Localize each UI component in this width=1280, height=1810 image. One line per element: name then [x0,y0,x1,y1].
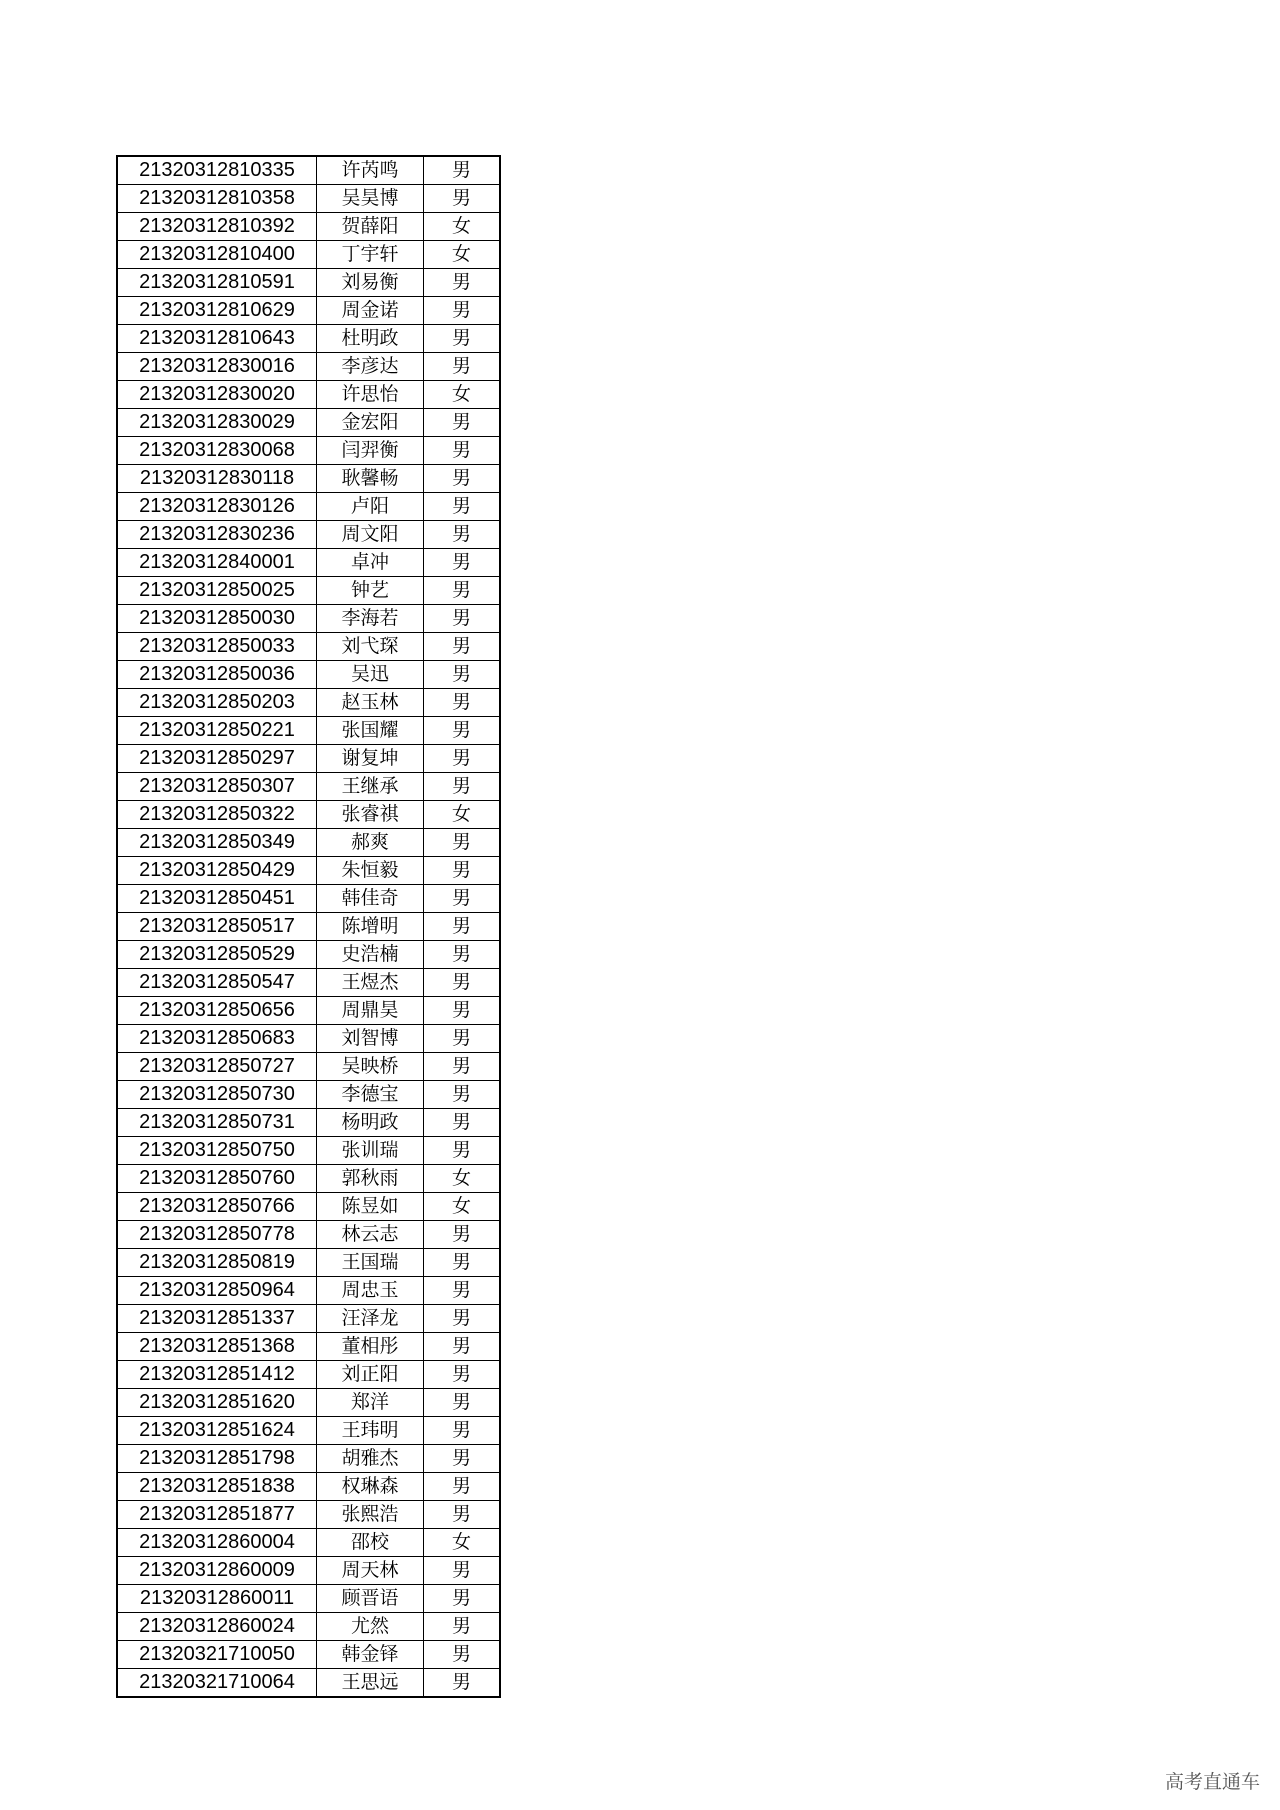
student-gender-cell: 男 [424,577,501,605]
student-id-cell: 21320312850322 [117,801,317,829]
student-id-cell: 21320312850964 [117,1277,317,1305]
student-gender-cell: 男 [424,857,501,885]
student-id-cell: 21320312810392 [117,213,317,241]
student-name-cell: 丁宇轩 [317,241,424,269]
student-name-cell: 谢复坤 [317,745,424,773]
table-row [117,1221,500,1249]
student-id-cell: 21320312830126 [117,493,317,521]
student-id-cell: 21320312851877 [117,1501,317,1529]
student-gender-cell: 男 [424,969,501,997]
table-row [117,297,500,325]
student-gender-cell: 男 [424,661,501,689]
student-gender-cell: 男 [424,885,501,913]
student-id-cell: 21320312810629 [117,297,317,325]
roster-table-body [117,156,500,1697]
student-gender-cell: 男 [424,269,501,297]
student-name-cell: 史浩楠 [317,941,424,969]
student-id-cell: 21320312850766 [117,1193,317,1221]
table-row [117,1613,500,1641]
watermark-text: 高考直通车 [1164,1771,1260,1793]
student-name-cell: 陈增明 [317,913,424,941]
table-row [117,465,500,493]
student-id-cell: 21320312830236 [117,521,317,549]
student-name-cell: 胡雅杰 [317,1445,424,1473]
student-gender-cell: 男 [424,717,501,745]
student-name-cell: 韩金铎 [317,1641,424,1669]
student-gender-cell: 男 [424,437,501,465]
student-id-cell: 21320312850221 [117,717,317,745]
student-name-cell: 朱恒毅 [317,857,424,885]
student-gender-cell: 男 [424,913,501,941]
table-row [117,1053,500,1081]
student-gender-cell: 女 [424,1165,501,1193]
student-id-cell: 21320312810335 [117,156,317,185]
student-name-cell: 周文阳 [317,521,424,549]
table-row [117,633,500,661]
student-id-cell: 21320312850760 [117,1165,317,1193]
student-gender-cell: 男 [424,1081,501,1109]
table-row [117,1137,500,1165]
table-row [117,1081,500,1109]
table-row [117,829,500,857]
student-id-cell: 21320312850750 [117,1137,317,1165]
student-name-cell: 刘易衡 [317,269,424,297]
student-name-cell: 卓冲 [317,549,424,577]
student-name-cell: 钟艺 [317,577,424,605]
table-row [117,1473,500,1501]
student-gender-cell: 男 [424,1389,501,1417]
student-id-cell: 21320312850731 [117,1109,317,1137]
student-id-cell: 21320312850517 [117,913,317,941]
student-gender-cell: 男 [424,997,501,1025]
student-gender-cell: 女 [424,1529,501,1557]
student-gender-cell: 男 [424,829,501,857]
student-name-cell: 杨明政 [317,1109,424,1137]
student-name-cell: 郭秋雨 [317,1165,424,1193]
student-id-cell: 21320312850203 [117,689,317,717]
student-gender-cell: 女 [424,241,501,269]
student-gender-cell: 男 [424,549,501,577]
student-name-cell: 权琳森 [317,1473,424,1501]
table-row [117,521,500,549]
student-id-cell: 21320312850036 [117,661,317,689]
student-id-cell: 21320312851412 [117,1361,317,1389]
student-id-cell: 21320312850727 [117,1053,317,1081]
table-row [117,269,500,297]
student-name-cell: 王煜杰 [317,969,424,997]
student-gender-cell: 男 [424,1249,501,1277]
table-row [117,1249,500,1277]
student-name-cell: 周金诺 [317,297,424,325]
table-row [117,437,500,465]
student-roster-table [116,155,501,1698]
student-gender-cell: 男 [424,1669,501,1698]
student-id-cell: 21320312850025 [117,577,317,605]
student-gender-cell: 男 [424,1109,501,1137]
student-id-cell: 21320321710064 [117,1669,317,1698]
student-id-cell: 21320312850778 [117,1221,317,1249]
student-name-cell: 张睿祺 [317,801,424,829]
student-gender-cell: 男 [424,156,501,185]
student-id-cell: 21320312810358 [117,185,317,213]
student-name-cell: 吴昊博 [317,185,424,213]
student-gender-cell: 男 [424,325,501,353]
student-gender-cell: 男 [424,1053,501,1081]
student-gender-cell: 男 [424,1305,501,1333]
student-id-cell: 21320312860011 [117,1585,317,1613]
table-row [117,1641,500,1669]
table-row [117,213,500,241]
table-row [117,773,500,801]
student-id-cell: 21320312810643 [117,325,317,353]
student-gender-cell: 男 [424,1473,501,1501]
table-row [117,1305,500,1333]
student-name-cell: 郝爽 [317,829,424,857]
table-row [117,381,500,409]
student-id-cell: 21320312830020 [117,381,317,409]
table-row [117,1109,500,1137]
student-name-cell: 刘正阳 [317,1361,424,1389]
table-row [117,409,500,437]
student-id-cell: 21320312850683 [117,1025,317,1053]
table-row [117,1333,500,1361]
student-id-cell: 21320312850307 [117,773,317,801]
student-gender-cell: 男 [424,465,501,493]
student-gender-cell: 男 [424,1641,501,1669]
student-id-cell: 21320312830068 [117,437,317,465]
table-row [117,577,500,605]
student-id-cell: 21320312850529 [117,941,317,969]
student-gender-cell: 男 [424,633,501,661]
student-name-cell: 许芮鸣 [317,156,424,185]
table-row [117,801,500,829]
student-gender-cell: 男 [424,1613,501,1641]
table-row [117,1193,500,1221]
student-id-cell: 21320312850349 [117,829,317,857]
student-name-cell: 董相彤 [317,1333,424,1361]
table-row [117,1501,500,1529]
student-name-cell: 许思怡 [317,381,424,409]
table-row [117,1025,500,1053]
student-gender-cell: 男 [424,1277,501,1305]
table-row [117,1417,500,1445]
student-gender-cell: 男 [424,773,501,801]
student-name-cell: 张熙浩 [317,1501,424,1529]
student-id-cell: 21320312830118 [117,465,317,493]
table-row [117,1585,500,1613]
student-name-cell: 张国耀 [317,717,424,745]
student-id-cell: 21320312830016 [117,353,317,381]
table-row [117,1361,500,1389]
student-name-cell: 韩佳奇 [317,885,424,913]
student-id-cell: 21320312851798 [117,1445,317,1473]
student-name-cell: 李德宝 [317,1081,424,1109]
student-name-cell: 张训瑞 [317,1137,424,1165]
student-name-cell: 汪泽龙 [317,1305,424,1333]
table-row [117,156,500,185]
student-name-cell: 闫羿衡 [317,437,424,465]
student-name-cell: 陈昱如 [317,1193,424,1221]
student-gender-cell: 男 [424,1333,501,1361]
student-gender-cell: 男 [424,1501,501,1529]
student-id-cell: 21320312851620 [117,1389,317,1417]
student-name-cell: 王国瑞 [317,1249,424,1277]
student-id-cell: 21320312850030 [117,605,317,633]
student-gender-cell: 男 [424,1585,501,1613]
table-row [117,605,500,633]
student-name-cell: 金宏阳 [317,409,424,437]
table-row [117,745,500,773]
student-gender-cell: 男 [424,745,501,773]
student-name-cell: 贺薛阳 [317,213,424,241]
student-id-cell: 21320312860004 [117,1529,317,1557]
student-name-cell: 周鼎昊 [317,997,424,1025]
table-row [117,1529,500,1557]
student-id-cell: 21320312851838 [117,1473,317,1501]
student-id-cell: 21320312840001 [117,549,317,577]
table-row [117,353,500,381]
student-gender-cell: 男 [424,941,501,969]
student-name-cell: 卢阳 [317,493,424,521]
student-gender-cell: 女 [424,381,501,409]
table-row [117,941,500,969]
student-gender-cell: 男 [424,689,501,717]
student-name-cell: 刘弋琛 [317,633,424,661]
table-row [117,1165,500,1193]
student-gender-cell: 男 [424,1137,501,1165]
student-name-cell: 郑洋 [317,1389,424,1417]
student-name-cell: 周忠玉 [317,1277,424,1305]
student-id-cell: 21320312860024 [117,1613,317,1641]
student-gender-cell: 男 [424,1025,501,1053]
student-gender-cell: 男 [424,1417,501,1445]
student-name-cell: 林云志 [317,1221,424,1249]
student-id-cell: 21320312850547 [117,969,317,997]
table-row [117,325,500,353]
student-name-cell: 吴映桥 [317,1053,424,1081]
student-id-cell: 21320312850819 [117,1249,317,1277]
table-row [117,969,500,997]
table-row [117,885,500,913]
student-gender-cell: 女 [424,1193,501,1221]
student-gender-cell: 男 [424,353,501,381]
student-name-cell: 杜明政 [317,325,424,353]
student-gender-cell: 男 [424,493,501,521]
table-row [117,493,500,521]
table-row [117,241,500,269]
student-gender-cell: 男 [424,1361,501,1389]
table-row [117,689,500,717]
table-row [117,1389,500,1417]
student-id-cell: 21320312810591 [117,269,317,297]
student-name-cell: 耿馨畅 [317,465,424,493]
student-gender-cell: 男 [424,1221,501,1249]
student-name-cell: 刘智博 [317,1025,424,1053]
student-id-cell: 21320312860009 [117,1557,317,1585]
table-row [117,913,500,941]
student-name-cell: 顾晋语 [317,1585,424,1613]
student-id-cell: 21320312850730 [117,1081,317,1109]
student-name-cell: 王思远 [317,1669,424,1698]
student-name-cell: 邵校 [317,1529,424,1557]
student-gender-cell: 男 [424,297,501,325]
student-gender-cell: 男 [424,1445,501,1473]
student-name-cell: 李彦达 [317,353,424,381]
table-row [117,661,500,689]
student-gender-cell: 男 [424,521,501,549]
student-gender-cell: 男 [424,1557,501,1585]
student-gender-cell: 女 [424,801,501,829]
student-gender-cell: 男 [424,185,501,213]
student-id-cell: 21320312850297 [117,745,317,773]
student-id-cell: 21320312851368 [117,1333,317,1361]
student-name-cell: 李海若 [317,605,424,633]
student-name-cell: 吴迅 [317,661,424,689]
student-gender-cell: 女 [424,213,501,241]
student-id-cell: 21320312851624 [117,1417,317,1445]
student-id-cell: 21320312850451 [117,885,317,913]
student-name-cell: 周天林 [317,1557,424,1585]
student-name-cell: 王玮明 [317,1417,424,1445]
student-id-cell: 21320312830029 [117,409,317,437]
student-gender-cell: 男 [424,409,501,437]
table-row [117,717,500,745]
table-row [117,1277,500,1305]
student-id-cell: 21320321710050 [117,1641,317,1669]
student-id-cell: 21320312851337 [117,1305,317,1333]
table-row [117,1445,500,1473]
student-gender-cell: 男 [424,605,501,633]
table-row [117,857,500,885]
table-row [117,185,500,213]
student-id-cell: 21320312850429 [117,857,317,885]
table-row [117,549,500,577]
student-id-cell: 21320312810400 [117,241,317,269]
student-name-cell: 尤然 [317,1613,424,1641]
student-id-cell: 21320312850656 [117,997,317,1025]
table-row [117,1669,500,1698]
student-name-cell: 赵玉林 [317,689,424,717]
table-row [117,997,500,1025]
table-row [117,1557,500,1585]
student-id-cell: 21320312850033 [117,633,317,661]
student-name-cell: 王继承 [317,773,424,801]
